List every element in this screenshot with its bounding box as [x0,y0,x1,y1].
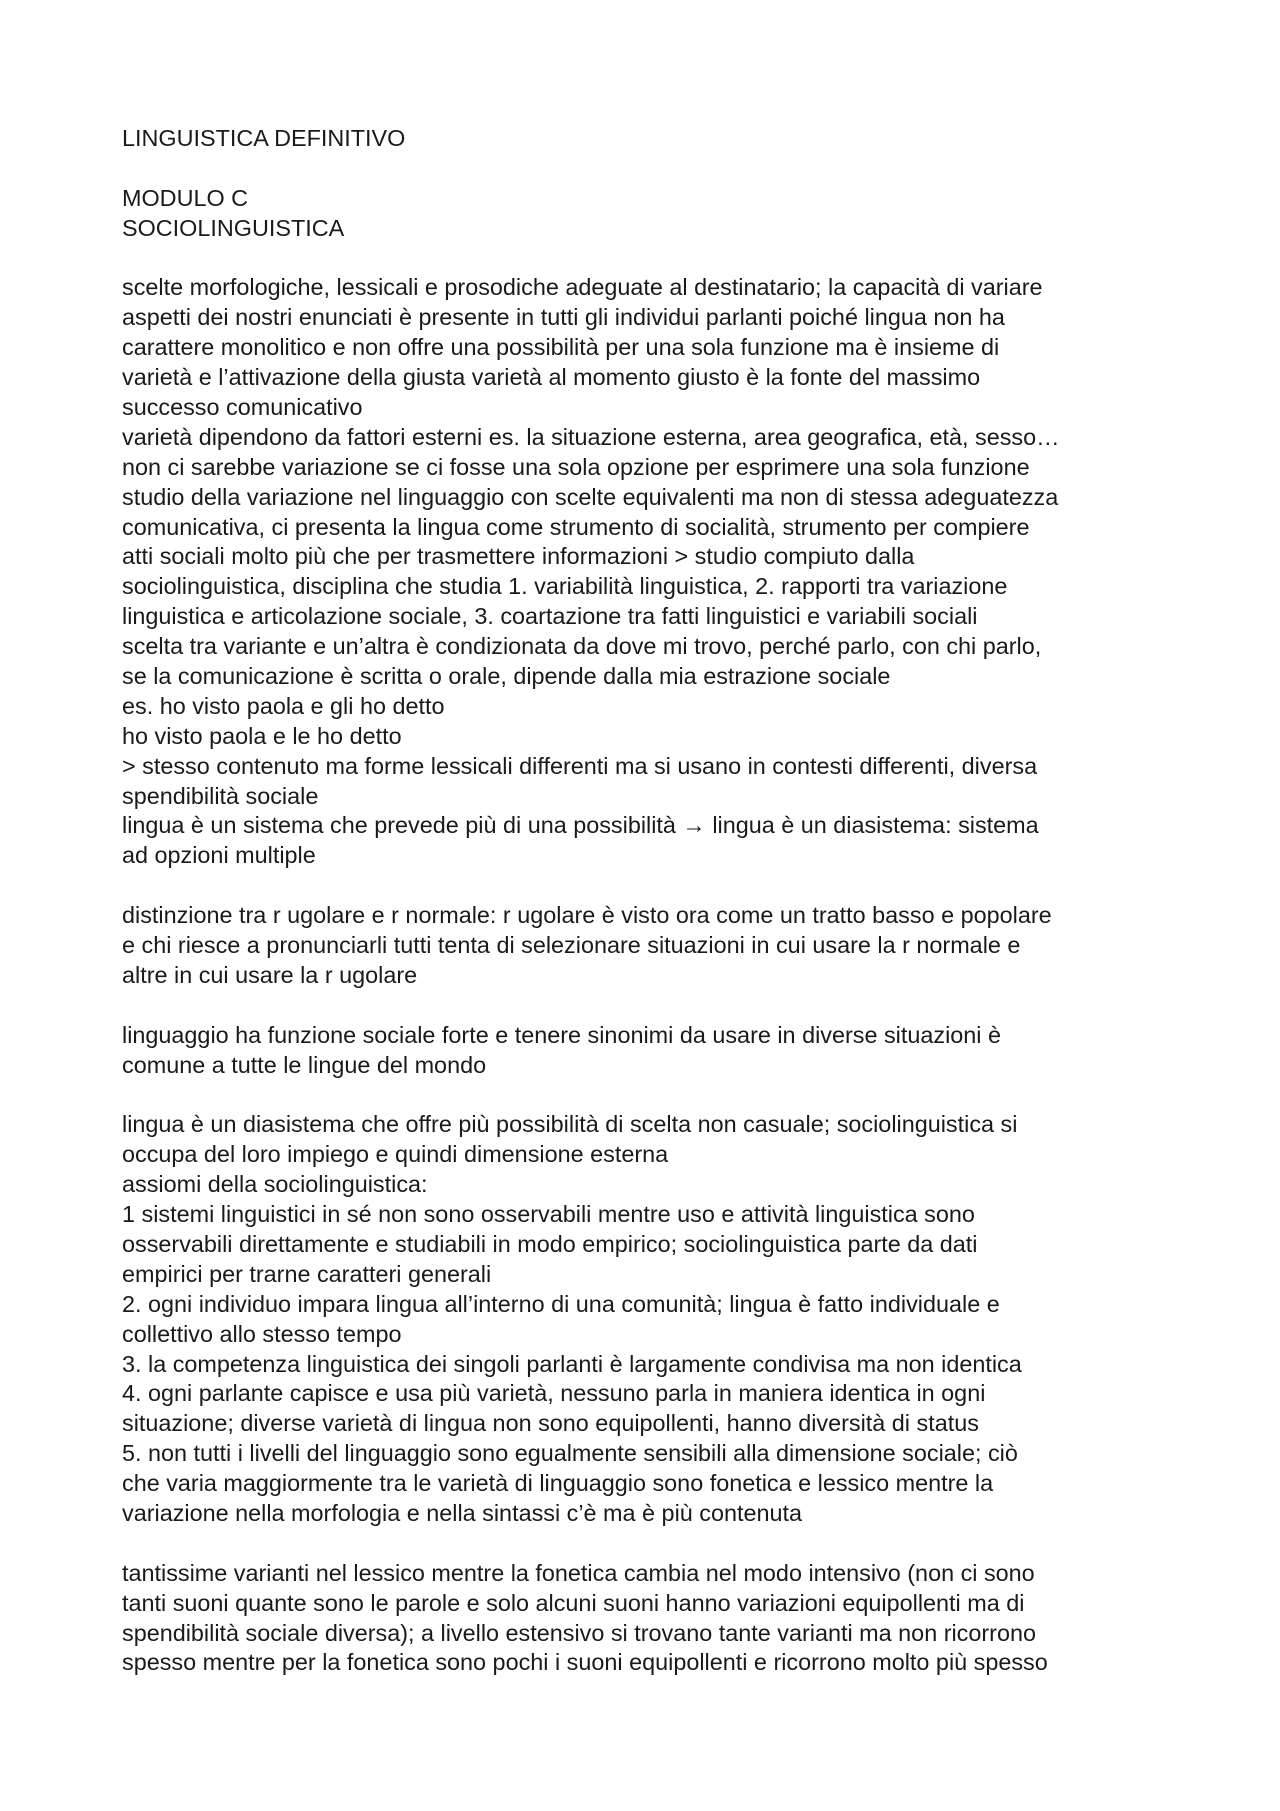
document-title: LINGUISTICA DEFINITIVO [122,125,406,151]
text-line: variazione nella morfologia e nella sintassi c’è ma è più contenuta [122,1499,803,1526]
text-line: collettivo allo stesso tempo [122,1320,402,1347]
module-heading: MODULO C [122,184,249,211]
text-line: ho visto paola e le ho detto [122,722,402,749]
text-line: linguaggio ha funzione sociale forte e tenere sinonimi da usare in diverse situazioni è [122,1021,1001,1048]
paragraphs [122,273,1182,1678]
paragraph [122,1559,1182,1679]
paragraph [122,273,1182,871]
text-line: es. ho visto paola e gli ho detto [122,692,445,719]
text-line: osservabili direttamente e studiabili in modo empirico; sociolinguistica parte da dati [122,1230,978,1257]
text-line: lingua è un diasistema che offre più possibilità di scelta non casuale; sociolinguistica si [122,1111,1018,1138]
text-line: atti sociali molto più che per trasmettere informazioni > studio compiuto dalla [122,543,915,570]
text-line: spesso mentre per la fonetica sono pochi i suoni equipollenti e ricorrono molto più spesso [122,1649,1048,1676]
text-line: 4. ogni parlante capisce e usa più varietà, nessuno parla in maniera identica in ogni [122,1380,986,1407]
text-line: 3. la competenza linguistica dei singoli parlanti è largamente condivisa ma non identica [122,1350,1022,1377]
paragraph-spacer [122,1529,1182,1559]
text-line: successo comunicativo [122,394,363,421]
text-line: distinzione tra r ugolare e r normale: r ugolare è visto ora come un tratto basso e popolare [122,902,1052,929]
text-line: altre in cui usare la r ugolare [122,961,418,988]
text-line: occupa del loro impiego e quindi dimensione esterna [122,1141,669,1168]
text-line: comune a tutte le lingue del mondo [122,1051,487,1078]
text-line: aspetti dei nostri enunciati è presente in tutti gli individui parlanti poiché lingua non ha [122,304,1005,331]
text-line: assiomi della sociolinguistica: [122,1171,428,1198]
text-line: 1 sistemi linguistici in sé non sono osservabili mentre uso e attività linguistica sono [122,1201,975,1228]
paragraph-spacer [122,991,1182,1021]
paragraph [122,1110,1182,1528]
paragraph [122,1021,1182,1081]
text-line: linguistica e articolazione sociale, 3. coartazione tra fatti linguistici e variabili sociali [122,603,978,630]
text-line: non ci sarebbe variazione se ci fosse una sola opzione per esprimere una sola funzione [122,453,1030,480]
text-line: scelte morfologiche, lessicali e prosodiche adeguate al destinatario; la capacità di variare [122,274,1043,301]
text-line: 2. ogni individuo impara lingua all’interno di una comunità; lingua è fatto individuale e [122,1290,1000,1317]
paragraph-spacer [122,1081,1182,1111]
text-line: lingua è un sistema che prevede più di una possibilità → lingua è un diasistema: sistema [122,812,1039,839]
text-line: ad opzioni multiple [122,842,316,869]
text-line: spendibilità sociale [122,782,319,809]
paragraph [122,901,1182,991]
text-line: > stesso contenuto ma forme lessicali differenti ma si usano in contesti differenti, diversa [122,752,1038,779]
spacer [122,244,1182,274]
text-line: e chi riesce a pronunciarli tutti tenta di selezionare situazioni in cui usare la r normale e [122,932,1021,959]
spacer [122,154,1182,184]
document-body [122,124,1182,1678]
subject-heading: SOCIOLINGUISTICA [122,214,345,241]
text-line: che varia maggiormente tra le varietà di linguaggio sono fonetica e lessico mentre la [122,1470,994,1497]
text-line: sociolinguistica, disciplina che studia 1. variabilità linguistica, 2. rapporti tra variazione [122,573,1008,600]
text-line: se la comunicazione è scritta o orale, dipende dalla mia estrazione sociale [122,663,891,690]
text-line: tantissime varianti nel lessico mentre la fonetica cambia nel modo intensivo (non ci sono [122,1559,1035,1586]
text-line: studio della variazione nel linguaggio con scelte equivalenti ma non di stessa adeguatezza [122,483,1059,510]
text-line: carattere monolitico e non offre una possibilità per una sola funzione ma è insieme di [122,334,1000,361]
text-line: varietà e l’attivazione della giusta varietà al momento giusto è la fonte del massimo [122,364,981,391]
paragraph-spacer [122,871,1182,901]
text-line: empirici per trarne caratteri generali [122,1260,492,1287]
text-line: comunicativa, ci presenta la lingua come strumento di socialità, strumento per compiere [122,513,1030,540]
text-line: spendibilità sociale diversa); a livello estensivo si trovano tante varianti ma non ricorrono [122,1619,1036,1646]
text-line: varietà dipendono da fattori esterni es. la situazione esterna, area geografica, età, sesso… [122,423,1060,450]
text-line: tanti suoni quante sono le parole e solo alcuni suoni hanno variazioni equipollenti ma di [122,1589,1025,1616]
text-line: situazione; diverse varietà di lingua non sono equipollenti, hanno diversità di status [122,1410,979,1437]
text-line: scelta tra variante e un’altra è condizionata da dove mi trovo, perché parlo, con chi parlo, [122,633,1042,660]
text-line: 5. non tutti i livelli del linguaggio sono egualmente sensibili alla dimensione sociale; ciò [122,1440,1018,1467]
